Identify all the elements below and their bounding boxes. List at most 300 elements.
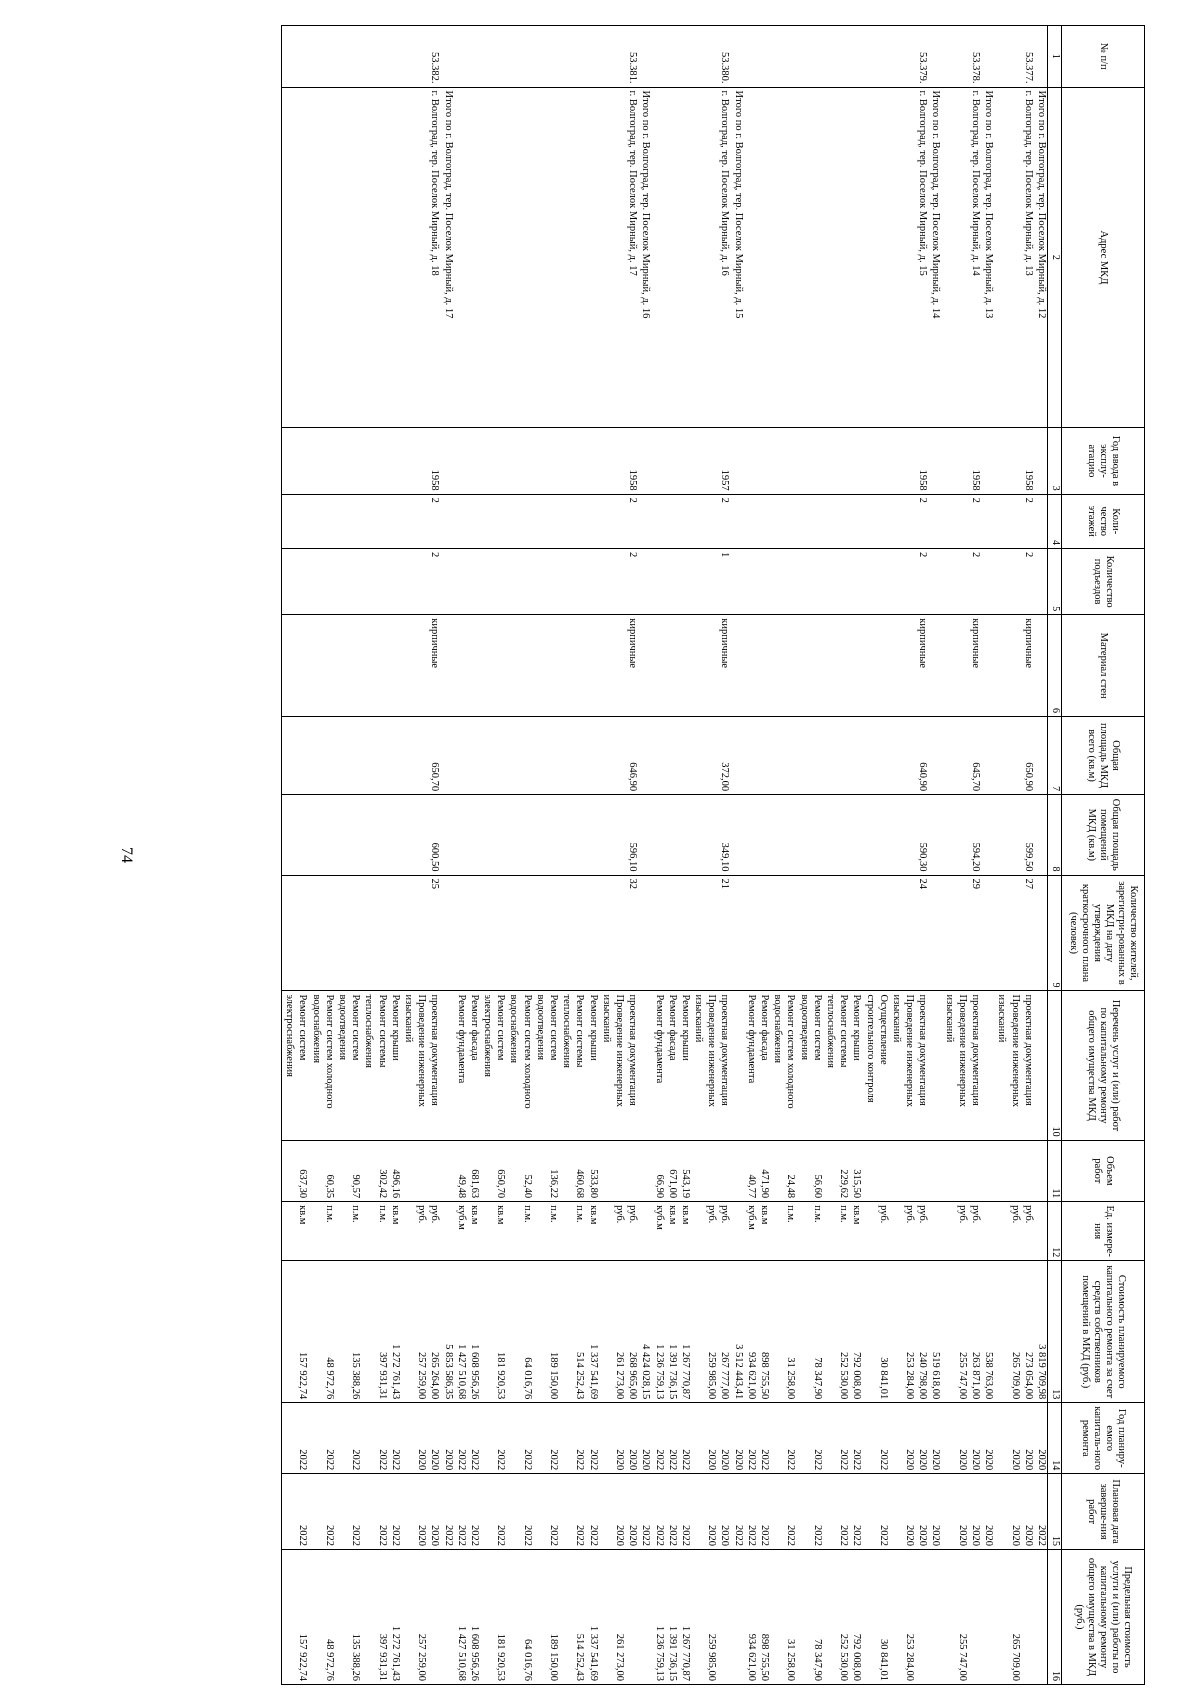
entrances-cell xyxy=(309,548,322,614)
entrances-cell: 2 xyxy=(625,548,638,614)
entrances-cell xyxy=(348,548,361,614)
residents-cell xyxy=(955,875,968,991)
work-volume-cell: 650,70 xyxy=(493,1140,506,1202)
repair-cost-cell: 261 273,00 xyxy=(612,1261,625,1403)
entrances-cell: 1 xyxy=(717,548,730,614)
unit-cell: п.м. xyxy=(520,1202,533,1261)
commission-year-cell xyxy=(638,428,651,494)
planned-year-cell: 2022 xyxy=(295,1403,308,1474)
row-number-cell xyxy=(572,26,585,88)
end-year-cell xyxy=(309,1474,322,1550)
row-number-cell xyxy=(401,26,414,88)
work-volume-cell xyxy=(981,1140,994,1202)
work-item-cell: проектная документация xyxy=(1021,991,1034,1140)
wall-material-cell xyxy=(559,615,572,717)
limit-cost-cell xyxy=(1021,1549,1034,1684)
entrances-cell xyxy=(638,548,651,614)
entrances-cell xyxy=(994,548,1007,614)
address-cell xyxy=(480,87,493,428)
floors-cell xyxy=(572,494,585,548)
premises-area-cell xyxy=(467,795,480,875)
total-area-cell xyxy=(612,716,625,794)
wall-material-cell xyxy=(1007,615,1020,717)
wall-material-cell xyxy=(361,615,374,717)
planned-year-cell xyxy=(770,1403,783,1474)
floors-cell xyxy=(348,494,361,548)
row-number-cell xyxy=(585,26,598,88)
residents-cell xyxy=(665,875,678,991)
table-row xyxy=(638,26,651,1685)
premises-area-cell xyxy=(678,795,691,875)
column-number: 12 xyxy=(1048,1202,1062,1261)
repair-cost-cell: 792 008,00 xyxy=(849,1261,862,1403)
table-row xyxy=(348,26,361,1685)
repair-cost-cell: 3 512 443,41 xyxy=(731,1261,744,1403)
work-volume-cell: 496,16 xyxy=(388,1140,401,1202)
premises-area-cell xyxy=(480,795,493,875)
unit-cell xyxy=(282,1202,296,1261)
entrances-cell xyxy=(770,548,783,614)
address-cell xyxy=(651,87,664,428)
work-item-cell: водоснабжения xyxy=(309,991,322,1140)
total-area-cell xyxy=(862,716,875,794)
entrances-cell xyxy=(546,548,559,614)
address-cell xyxy=(810,87,823,428)
residents-cell xyxy=(440,875,453,991)
table-row xyxy=(744,26,757,1685)
end-year-cell: 2022 xyxy=(731,1474,744,1550)
work-item-cell: водоотведения xyxy=(335,991,348,1140)
planned-year-cell: 2020 xyxy=(704,1403,717,1474)
entrances-cell xyxy=(374,548,387,614)
address-cell: Итого по г. Волгоград, тер. Поселок Мирный, д. 13 xyxy=(981,87,994,428)
total-area-cell xyxy=(335,716,348,794)
entrances-cell xyxy=(731,548,744,614)
wall-material-cell xyxy=(480,615,493,717)
planned-year-cell: 2022 xyxy=(585,1403,598,1474)
premises-area-cell xyxy=(665,795,678,875)
entrances-cell: 2 xyxy=(1021,548,1034,614)
work-item-cell xyxy=(638,991,651,1140)
header-cell: Количество жителей, зарегистри-рованных в МКД на дату утверждения краткосрочного плана (человек) xyxy=(1062,875,1145,991)
row-number-cell xyxy=(599,26,612,88)
row-number-cell xyxy=(322,26,335,88)
unit-cell: п.м. xyxy=(836,1202,849,1261)
work-volume-cell xyxy=(928,1140,941,1202)
repair-cost-cell: 4 424 028,15 xyxy=(638,1261,651,1403)
work-item-cell: Ремонт систем xyxy=(810,991,823,1140)
work-item-cell xyxy=(981,991,994,1140)
commission-year-cell xyxy=(810,428,823,494)
table-row xyxy=(599,26,612,1685)
planned-year-cell: 2020 xyxy=(427,1403,440,1474)
work-item-cell: Ремонт фундамента xyxy=(744,991,757,1140)
row-number-cell xyxy=(783,26,796,88)
total-area-cell xyxy=(638,716,651,794)
limit-cost-cell: 135 388,26 xyxy=(348,1549,361,1684)
repair-cost-cell: 1 427 510,68 xyxy=(454,1261,467,1403)
entrances-cell xyxy=(783,548,796,614)
address-cell xyxy=(889,87,902,428)
work-item-cell: Ремонт систем xyxy=(295,991,308,1140)
row-number-cell xyxy=(282,26,296,88)
address-cell xyxy=(849,87,862,428)
premises-area-cell xyxy=(994,795,1007,875)
repair-cost-cell: 1 337 541,69 xyxy=(585,1261,598,1403)
end-year-cell xyxy=(994,1474,1007,1550)
entrances-cell xyxy=(599,548,612,614)
address-cell xyxy=(520,87,533,428)
row-number-cell: 53.379. xyxy=(915,26,928,88)
row-number-cell xyxy=(559,26,572,88)
wall-material-cell xyxy=(770,615,783,717)
limit-cost-cell: 31 258,00 xyxy=(783,1549,796,1684)
commission-year-cell xyxy=(612,428,625,494)
entrances-cell xyxy=(414,548,427,614)
column-number: 11 xyxy=(1048,1140,1062,1202)
end-year-cell xyxy=(480,1474,493,1550)
commission-year-cell xyxy=(374,428,387,494)
work-volume-cell: 90,57 xyxy=(348,1140,361,1202)
unit-cell: кв.м xyxy=(665,1202,678,1261)
floors-cell xyxy=(889,494,902,548)
premises-area-cell xyxy=(1034,795,1048,875)
end-year-cell: 2022 xyxy=(665,1474,678,1550)
end-year-cell: 2022 xyxy=(520,1474,533,1550)
total-area-cell xyxy=(282,716,296,794)
repair-cost-cell: 1 267 770,87 xyxy=(678,1261,691,1403)
row-number-cell xyxy=(757,26,770,88)
header-cell: Год планиру-емого капиталь-ного ремонта xyxy=(1062,1403,1145,1474)
work-volume-cell xyxy=(599,1140,612,1202)
work-item-cell xyxy=(731,991,744,1140)
floors-cell xyxy=(1034,494,1048,548)
residents-cell xyxy=(546,875,559,991)
wall-material-cell xyxy=(744,615,757,717)
entrances-cell xyxy=(520,548,533,614)
work-volume-cell xyxy=(902,1140,915,1202)
premises-area-cell xyxy=(533,795,546,875)
repair-cost-cell: 255 747,00 xyxy=(955,1261,968,1403)
commission-year-cell xyxy=(361,428,374,494)
row-number-cell xyxy=(770,26,783,88)
table-row xyxy=(717,26,730,1685)
address-cell xyxy=(454,87,467,428)
work-volume-cell: 302,42 xyxy=(374,1140,387,1202)
floors-cell xyxy=(612,494,625,548)
repair-cost-cell: 265 709,00 xyxy=(1007,1261,1020,1403)
commission-year-cell xyxy=(876,428,889,494)
work-volume-cell: 52,40 xyxy=(520,1140,533,1202)
table-row xyxy=(493,26,506,1685)
address-cell xyxy=(599,87,612,428)
work-item-cell: Ремонт систем холодного xyxy=(520,991,533,1140)
row-number-cell xyxy=(374,26,387,88)
work-volume-cell xyxy=(401,1140,414,1202)
address-cell xyxy=(348,87,361,428)
entrances-cell xyxy=(862,548,875,614)
premises-area-cell xyxy=(309,795,322,875)
address-cell: г. Волгоград, тер. Поселок Мирный, д. 15 xyxy=(915,87,928,428)
end-year-cell: 2022 xyxy=(322,1474,335,1550)
end-year-cell xyxy=(559,1474,572,1550)
end-year-cell xyxy=(361,1474,374,1550)
repair-cost-cell xyxy=(691,1261,704,1403)
premises-area-cell xyxy=(401,795,414,875)
end-year-cell: 2020 xyxy=(928,1474,941,1550)
table-row xyxy=(757,26,770,1685)
end-year-cell: 2020 xyxy=(981,1474,994,1550)
commission-year-cell xyxy=(520,428,533,494)
unit-cell xyxy=(691,1202,704,1261)
planned-year-cell: 2022 xyxy=(849,1403,862,1474)
unit-cell: руб. xyxy=(1021,1202,1034,1261)
entrances-cell xyxy=(942,548,955,614)
unit-cell xyxy=(506,1202,519,1261)
unit-cell xyxy=(796,1202,809,1261)
unit-cell: кв.м xyxy=(467,1202,480,1261)
address-cell xyxy=(902,87,915,428)
work-volume-cell: 533,80 xyxy=(585,1140,598,1202)
row-number-cell xyxy=(942,26,955,88)
commission-year-cell xyxy=(862,428,875,494)
floors-cell xyxy=(638,494,651,548)
row-number-cell xyxy=(928,26,941,88)
row-number-cell xyxy=(1034,26,1048,88)
column-number: 6 xyxy=(1048,615,1062,717)
limit-cost-cell: 1 337 541,69 xyxy=(585,1549,598,1684)
planned-year-cell: 2020 xyxy=(440,1403,453,1474)
end-year-cell: 2020 xyxy=(968,1474,981,1550)
row-number-cell xyxy=(849,26,862,88)
repair-cost-cell: 1 391 736,15 xyxy=(665,1261,678,1403)
total-area-cell xyxy=(783,716,796,794)
premises-area-cell xyxy=(902,795,915,875)
wall-material-cell xyxy=(955,615,968,717)
planned-year-cell xyxy=(889,1403,902,1474)
residents-cell: 29 xyxy=(968,875,981,991)
limit-cost-cell: 1 608 956,26 xyxy=(467,1549,480,1684)
address-cell xyxy=(836,87,849,428)
row-number-cell xyxy=(454,26,467,88)
floors-cell xyxy=(559,494,572,548)
total-area-cell xyxy=(374,716,387,794)
floors-cell xyxy=(902,494,915,548)
wall-material-cell xyxy=(440,615,453,717)
total-area-cell xyxy=(665,716,678,794)
table-row xyxy=(691,26,704,1685)
table-row xyxy=(651,26,664,1685)
repair-cost-cell: 1 272 761,43 xyxy=(388,1261,401,1403)
work-volume-cell xyxy=(942,1140,955,1202)
total-area-cell: 372,00 xyxy=(717,716,730,794)
address-cell xyxy=(322,87,335,428)
end-year-cell: 2022 xyxy=(546,1474,559,1550)
total-area-cell xyxy=(1007,716,1020,794)
column-number: 9 xyxy=(1048,875,1062,991)
floors-cell xyxy=(533,494,546,548)
work-volume-cell xyxy=(915,1140,928,1202)
residents-cell xyxy=(493,875,506,991)
entrances-cell xyxy=(902,548,915,614)
planned-year-cell: 2022 xyxy=(454,1403,467,1474)
table-row xyxy=(876,26,889,1685)
entrances-cell: 2 xyxy=(427,548,440,614)
commission-year-cell xyxy=(770,428,783,494)
floors-cell xyxy=(876,494,889,548)
limit-cost-cell xyxy=(823,1549,836,1684)
work-item-cell: проектная документация xyxy=(717,991,730,1140)
floors-cell xyxy=(770,494,783,548)
header-cell: Коли-чество этажей xyxy=(1062,494,1145,548)
commission-year-cell xyxy=(348,428,361,494)
row-number-cell xyxy=(651,26,664,88)
planned-year-cell: 2022 xyxy=(665,1403,678,1474)
limit-cost-cell: 253 284,00 xyxy=(902,1549,915,1684)
commission-year-cell: 1958 xyxy=(427,428,440,494)
residents-cell xyxy=(704,875,717,991)
column-number: 16 xyxy=(1048,1549,1062,1684)
repair-cost-cell: 252 530,00 xyxy=(836,1261,849,1403)
work-item-cell: Ремонт систем холодного xyxy=(783,991,796,1140)
work-item-cell: водоотведения xyxy=(533,991,546,1140)
work-item-cell: изысканий xyxy=(401,991,414,1140)
commission-year-cell xyxy=(414,428,427,494)
wall-material-cell xyxy=(876,615,889,717)
planned-year-cell xyxy=(335,1403,348,1474)
unit-cell xyxy=(638,1202,651,1261)
limit-cost-cell xyxy=(968,1549,981,1684)
repair-cost-cell xyxy=(889,1261,902,1403)
planned-year-cell: 2022 xyxy=(572,1403,585,1474)
planned-year-cell xyxy=(533,1403,546,1474)
row-number-cell xyxy=(876,26,889,88)
premises-area-cell xyxy=(955,795,968,875)
address-cell xyxy=(770,87,783,428)
floors-cell xyxy=(665,494,678,548)
work-volume-cell xyxy=(480,1140,493,1202)
planned-year-cell: 2020 xyxy=(902,1403,915,1474)
column-number: 7 xyxy=(1048,716,1062,794)
commission-year-cell: 1958 xyxy=(625,428,638,494)
floors-cell xyxy=(454,494,467,548)
unit-cell xyxy=(361,1202,374,1261)
repair-cost-cell: 135 388,26 xyxy=(348,1261,361,1403)
floors-cell xyxy=(731,494,744,548)
entrances-cell xyxy=(506,548,519,614)
work-item-cell: проектная документация xyxy=(427,991,440,1140)
unit-cell: п.м. xyxy=(348,1202,361,1261)
total-area-cell xyxy=(928,716,941,794)
repair-cost-cell: 181 920,53 xyxy=(493,1261,506,1403)
table-row xyxy=(295,26,308,1685)
row-number-cell xyxy=(744,26,757,88)
repair-cost-cell xyxy=(401,1261,414,1403)
residents-cell xyxy=(691,875,704,991)
total-area-cell xyxy=(388,716,401,794)
repair-cost-cell: 78 347,90 xyxy=(810,1261,823,1403)
limit-cost-cell xyxy=(335,1549,348,1684)
unit-cell: п.м. xyxy=(572,1202,585,1261)
end-year-cell: 2022 xyxy=(876,1474,889,1550)
limit-cost-cell: 259 985,00 xyxy=(704,1549,717,1684)
address-cell xyxy=(546,87,559,428)
premises-area-cell xyxy=(651,795,664,875)
total-area-cell xyxy=(981,716,994,794)
residents-cell xyxy=(374,875,387,991)
limit-cost-cell xyxy=(638,1549,651,1684)
residents-cell xyxy=(612,875,625,991)
entrances-cell xyxy=(282,548,296,614)
address-cell xyxy=(401,87,414,428)
end-year-cell: 2022 xyxy=(651,1474,664,1550)
floors-cell: 2 xyxy=(625,494,638,548)
work-item-cell: Осуществление xyxy=(876,991,889,1140)
floors-cell xyxy=(783,494,796,548)
limit-cost-cell xyxy=(625,1549,638,1684)
work-volume-cell xyxy=(731,1140,744,1202)
work-volume-cell xyxy=(955,1140,968,1202)
table-row xyxy=(981,26,994,1685)
floors-cell xyxy=(599,494,612,548)
row-number-cell xyxy=(467,26,480,88)
address-cell: г. Волгоград, тер. Поселок Мирный, д. 17 xyxy=(625,87,638,428)
limit-cost-cell: 1 391 736,15 xyxy=(665,1549,678,1684)
work-volume-cell: 66,90 xyxy=(651,1140,664,1202)
planned-year-cell: 2020 xyxy=(638,1403,651,1474)
end-year-cell: 2022 xyxy=(638,1474,651,1550)
table-row xyxy=(994,26,1007,1685)
repair-cost-cell: 268 965,00 xyxy=(625,1261,638,1403)
table-row xyxy=(889,26,902,1685)
limit-cost-cell xyxy=(889,1549,902,1684)
premises-area-cell xyxy=(585,795,598,875)
floors-cell xyxy=(704,494,717,548)
end-year-cell: 2022 xyxy=(295,1474,308,1550)
work-item-cell: Ремонт системы xyxy=(572,991,585,1140)
planned-year-cell: 2020 xyxy=(915,1403,928,1474)
wall-material-cell xyxy=(665,615,678,717)
wall-material-cell xyxy=(942,615,955,717)
end-year-cell: 2020 xyxy=(915,1474,928,1550)
wall-material-cell xyxy=(862,615,875,717)
entrances-cell xyxy=(1007,548,1020,614)
end-year-cell xyxy=(862,1474,875,1550)
floors-cell xyxy=(862,494,875,548)
total-area-cell xyxy=(823,716,836,794)
total-area-cell xyxy=(599,716,612,794)
table-body xyxy=(282,26,1048,1685)
limit-cost-cell xyxy=(928,1549,941,1684)
address-cell xyxy=(414,87,427,428)
repair-cost-cell: 263 871,00 xyxy=(968,1261,981,1403)
table-row xyxy=(467,26,480,1685)
premises-area-cell xyxy=(520,795,533,875)
floors-cell xyxy=(401,494,414,548)
wall-material-cell xyxy=(902,615,915,717)
row-number-cell xyxy=(731,26,744,88)
repair-cost-cell: 30 841,01 xyxy=(876,1261,889,1403)
end-year-cell: 2022 xyxy=(374,1474,387,1550)
total-area-cell xyxy=(849,716,862,794)
unit-cell: кв.м xyxy=(388,1202,401,1261)
premises-area-cell: 349,10 xyxy=(717,795,730,875)
premises-area-cell: 600,50 xyxy=(427,795,440,875)
row-number-cell xyxy=(796,26,809,88)
limit-cost-cell xyxy=(770,1549,783,1684)
work-volume-cell xyxy=(414,1140,427,1202)
work-volume-cell: 671,00 xyxy=(665,1140,678,1202)
